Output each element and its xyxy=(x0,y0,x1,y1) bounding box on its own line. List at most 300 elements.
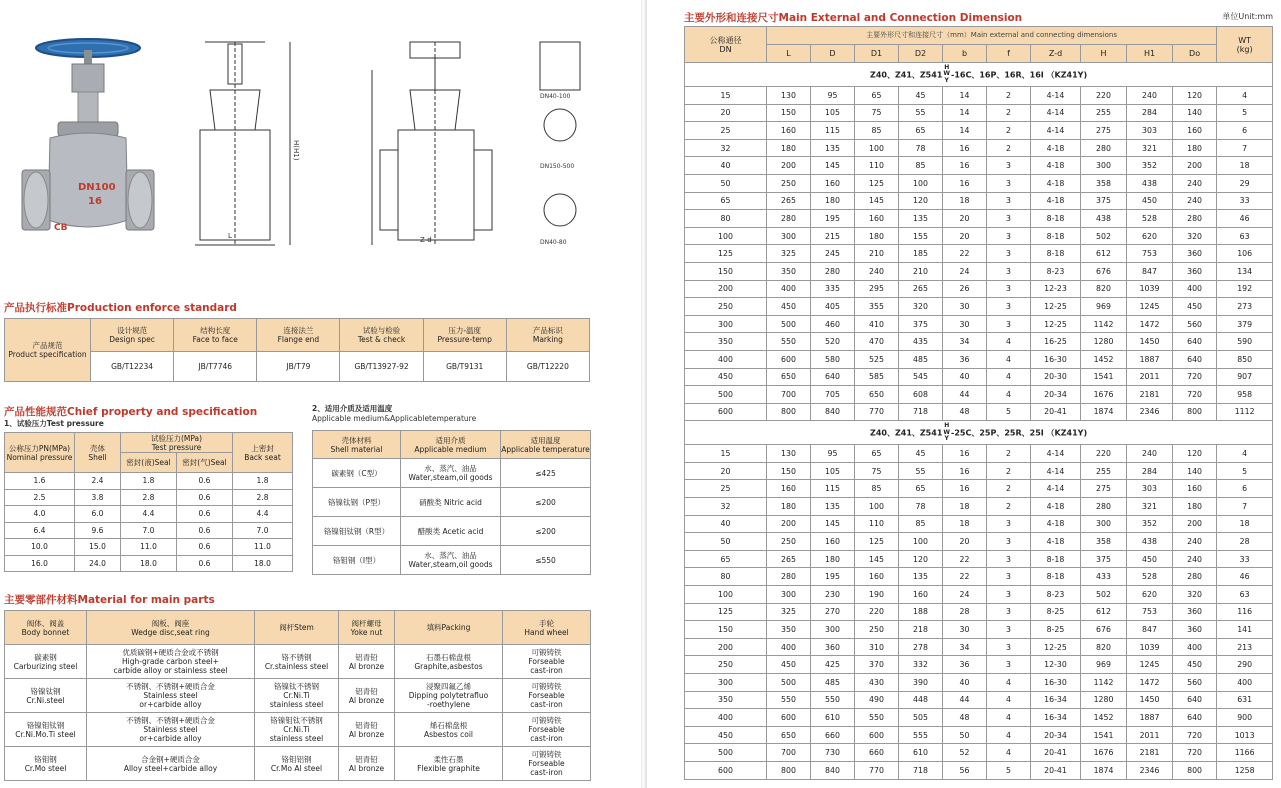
cell: 900 xyxy=(1217,709,1273,727)
table-row xyxy=(685,245,1273,263)
table-row xyxy=(685,104,1273,122)
cell: 545 xyxy=(899,368,943,386)
cell: 0.6 xyxy=(177,506,233,523)
table-row xyxy=(685,691,1273,709)
cell: 34 xyxy=(943,333,987,351)
cell: 24 xyxy=(943,262,987,280)
cell: 676 xyxy=(1081,262,1127,280)
cell: 160 xyxy=(855,210,899,228)
cell: 800 xyxy=(767,761,811,779)
cell: 16 xyxy=(943,139,987,157)
cell: 3 xyxy=(987,280,1031,298)
cell: 820 xyxy=(1081,638,1127,656)
parts-table xyxy=(4,610,591,781)
standard-col-header: 设计规范 Design spec xyxy=(91,319,174,352)
shell-material: 碳素钢（C型） xyxy=(313,459,401,488)
test-pressure-title: 1、试验压力Test pressure xyxy=(4,419,104,428)
shell-header: 壳体 Shell xyxy=(75,433,121,473)
cell: 4-14 xyxy=(1031,87,1081,105)
cell: 300 xyxy=(1081,515,1127,533)
cell-en: Forseable xyxy=(528,725,565,734)
cell xyxy=(5,645,87,679)
standard-col-header: 连接法兰 Flange end xyxy=(257,319,340,352)
cell: 14 xyxy=(943,104,987,122)
column-header: H1 xyxy=(1127,45,1173,63)
cell: 1039 xyxy=(1127,638,1173,656)
cell: 280 xyxy=(1081,498,1127,516)
cell: 255 xyxy=(1081,104,1127,122)
property-title: 产品性能规范Chief property and specification xyxy=(4,406,258,418)
cell: 5 xyxy=(1217,104,1273,122)
cell: 300 xyxy=(1081,157,1127,175)
parts-title: 主要零部件材料Material for main parts xyxy=(4,594,215,606)
cell: 160 xyxy=(1173,480,1217,498)
cell: 525 xyxy=(855,350,899,368)
cell-cn: 铬钼钢 xyxy=(34,754,57,764)
cell: 3.8 xyxy=(75,489,121,506)
cell-en: Forseable xyxy=(528,657,565,666)
cell: 200 xyxy=(1173,157,1217,175)
cell xyxy=(5,747,87,781)
cell: 284 xyxy=(1127,104,1173,122)
cell: 290 xyxy=(1217,656,1273,674)
medium-title: 2、适用介质及适用温度 Applicable medium&Applicabletemperature xyxy=(312,404,477,423)
cell: 969 xyxy=(1081,656,1127,674)
cell: 500 xyxy=(685,386,767,404)
cell: 502 xyxy=(1081,586,1127,604)
cell: 3 xyxy=(987,603,1031,621)
cell: 220 xyxy=(855,603,899,621)
cell: 240 xyxy=(1173,192,1217,210)
cell: 3 xyxy=(987,315,1031,333)
table-row xyxy=(685,621,1273,639)
cell: 273 xyxy=(1217,298,1273,316)
cell: 1676 xyxy=(1081,386,1127,404)
cell: 145 xyxy=(811,157,855,175)
cell: 141 xyxy=(1217,621,1273,639)
cell: 375 xyxy=(1081,192,1127,210)
cell xyxy=(87,713,255,747)
cell: 10.0 xyxy=(5,539,75,556)
cell: 355 xyxy=(855,298,899,316)
detail-views xyxy=(540,42,580,246)
cell: 600 xyxy=(767,709,811,727)
group-header: 主要外形尺寸和连接尺寸（mm）Main external and connecting dimensions xyxy=(767,27,1217,45)
cell: 105 xyxy=(811,462,855,480)
cell xyxy=(255,679,339,713)
cell: 800 xyxy=(1173,761,1217,779)
cell xyxy=(339,713,395,747)
standard-col-header: 试验与检验 Test & check xyxy=(340,319,423,352)
cell: 145 xyxy=(855,192,899,210)
cell: 4-18 xyxy=(1031,498,1081,516)
cell: 85 xyxy=(899,157,943,175)
cell: 16-25 xyxy=(1031,333,1081,351)
cell xyxy=(87,747,255,781)
cell: 100 xyxy=(899,533,943,551)
table-row xyxy=(685,386,1273,404)
cell: 4 xyxy=(987,333,1031,351)
cell: 958 xyxy=(1217,386,1273,404)
column-header: L xyxy=(767,45,811,63)
cell: 1452 xyxy=(1081,709,1127,727)
cell: 325 xyxy=(767,245,811,263)
test-header: 试验压力(MPa) Test pressure xyxy=(121,433,233,453)
medium-cn: 水、蒸汽、油品 xyxy=(424,464,477,473)
cell-en: Stainless steel xyxy=(143,691,198,700)
standard-value: GB/T12234 xyxy=(91,352,174,382)
cell: 240 xyxy=(1127,87,1173,105)
cell: 18 xyxy=(1217,515,1273,533)
cell: 200 xyxy=(767,157,811,175)
cell: 321 xyxy=(1127,139,1173,157)
table-row xyxy=(685,656,1273,674)
cell: 55 xyxy=(899,104,943,122)
column-header: Z-d xyxy=(1031,45,1081,63)
column-header: f xyxy=(987,45,1031,63)
cell: 358 xyxy=(1081,533,1127,551)
parts-header: 阀杆Stem xyxy=(255,611,339,645)
table-row xyxy=(5,506,293,523)
cell: 14 xyxy=(943,122,987,140)
cell: 2 xyxy=(987,462,1031,480)
cell-en: carbide alloy or stainless steel xyxy=(113,666,228,675)
applicable-medium xyxy=(401,546,501,575)
cell: 550 xyxy=(811,691,855,709)
cell: 2 xyxy=(987,104,1031,122)
column-header: D xyxy=(811,45,855,63)
cell: 120 xyxy=(1173,87,1217,105)
cell-cn: 铬镍钼钛不锈钢 xyxy=(270,716,323,725)
cell-en: Asbestos coil xyxy=(423,729,474,739)
cell: 612 xyxy=(1081,603,1127,621)
cell: 32 xyxy=(685,139,767,157)
cell-en: Cr.Ni.Mo.Ti steel xyxy=(15,729,76,739)
cell: 65 xyxy=(855,87,899,105)
applicable-temp: ≤550 xyxy=(501,546,591,575)
cell-en: Cr.Ni.steel xyxy=(26,695,65,705)
cell: 352 xyxy=(1127,157,1173,175)
medium-cn: 水、蒸汽、油品 xyxy=(424,551,477,560)
cell: 46 xyxy=(1217,568,1273,586)
cell: 195 xyxy=(811,568,855,586)
cell xyxy=(87,645,255,679)
table-row xyxy=(685,280,1273,298)
dimension-table xyxy=(684,26,1273,780)
cell: 190 xyxy=(855,586,899,604)
cell: 65 xyxy=(899,480,943,498)
cell-en: Forseable xyxy=(528,759,565,768)
cell: 180 xyxy=(811,550,855,568)
cell: 30 xyxy=(943,298,987,316)
table-row xyxy=(685,350,1273,368)
cell: 26 xyxy=(943,280,987,298)
cell: 435 xyxy=(899,333,943,351)
cell-cn: 可锻铸铁 xyxy=(531,682,562,691)
cell: 4 xyxy=(987,368,1031,386)
dn-mark: DN100 xyxy=(78,182,116,193)
cell: 770 xyxy=(855,761,899,779)
column-header-row xyxy=(685,45,1273,63)
unit-label: 单位Unit:mm xyxy=(1222,12,1273,21)
cell: 1874 xyxy=(1081,403,1127,421)
cell: 20-41 xyxy=(1031,403,1081,421)
cell: 48 xyxy=(943,709,987,727)
cell: 46 xyxy=(1217,210,1273,228)
cell: 8-25 xyxy=(1031,603,1081,621)
cell: 450 xyxy=(767,656,811,674)
cell: 240 xyxy=(855,262,899,280)
cell: 770 xyxy=(855,403,899,421)
cell: 135 xyxy=(899,568,943,586)
cell: 320 xyxy=(899,298,943,316)
cell: 2 xyxy=(987,122,1031,140)
cell: 450 xyxy=(1173,656,1217,674)
cell: 405 xyxy=(811,298,855,316)
cell: 255 xyxy=(1081,462,1127,480)
cell: 8-18 xyxy=(1031,568,1081,586)
cell: 63 xyxy=(1217,586,1273,604)
cell: 120 xyxy=(899,192,943,210)
model-letters xyxy=(943,423,950,443)
cell: 15 xyxy=(685,445,767,463)
cell: 20 xyxy=(685,104,767,122)
cell: 22 xyxy=(943,245,987,263)
cell xyxy=(255,713,339,747)
cell: 1.8 xyxy=(121,473,177,490)
cell-en: Cr.Ni.Ti xyxy=(283,691,310,700)
side-elevation-drawing xyxy=(195,42,300,245)
cell: 400 xyxy=(767,280,811,298)
cell: 321 xyxy=(1127,498,1173,516)
cell-cn: 可锻铸铁 xyxy=(531,750,562,759)
cell: 4-18 xyxy=(1031,174,1081,192)
cell: 500 xyxy=(767,315,811,333)
model-letters xyxy=(943,65,950,85)
standard-title: 产品执行标准Production enforce standard xyxy=(4,302,237,314)
cell: 200 xyxy=(1173,515,1217,533)
cell: 200 xyxy=(685,638,767,656)
cell: 1541 xyxy=(1081,368,1127,386)
cell: 65 xyxy=(685,550,767,568)
cell-en: Cr.Mo Al steel xyxy=(270,763,323,773)
cell: 3 xyxy=(987,174,1031,192)
cell: 220 xyxy=(1081,445,1127,463)
table-row xyxy=(685,761,1273,779)
cell: 16 xyxy=(943,462,987,480)
cell: 16-30 xyxy=(1031,674,1081,692)
cell: 192 xyxy=(1217,280,1273,298)
cell xyxy=(395,679,503,713)
cell: 45 xyxy=(899,445,943,463)
cell: 63 xyxy=(1217,227,1273,245)
dimension-title: 主要外形和连接尺寸Main External and Connection Dimension xyxy=(684,12,1023,24)
cell: 25 xyxy=(685,480,767,498)
cell xyxy=(87,679,255,713)
cell: 1245 xyxy=(1127,656,1173,674)
cell: 11.0 xyxy=(121,539,177,556)
cell: 3 xyxy=(987,515,1031,533)
cell: 2346 xyxy=(1127,761,1173,779)
cell: 320 xyxy=(1173,227,1217,245)
pn-mark: 16 xyxy=(88,196,102,207)
cell: 295 xyxy=(855,280,899,298)
medium-cn: 醋酸类 Acetic acid xyxy=(417,526,484,536)
cell: 116 xyxy=(1217,603,1273,621)
cell-en: Alloy steel+carbide alloy xyxy=(123,763,218,773)
table-row xyxy=(685,368,1273,386)
table-row xyxy=(685,403,1273,421)
table-row xyxy=(685,638,1273,656)
model-group-row xyxy=(685,421,1273,445)
cell: 16 xyxy=(943,445,987,463)
cell: 450 xyxy=(1173,298,1217,316)
cell: 2 xyxy=(987,87,1031,105)
cell-en: or+carbide alloy xyxy=(139,700,202,709)
cell: 1541 xyxy=(1081,726,1127,744)
cell: 120 xyxy=(899,550,943,568)
test-pressure-body xyxy=(5,473,293,572)
cell: 620 xyxy=(1127,227,1173,245)
cell: 4.4 xyxy=(121,506,177,523)
cell-en: cast-iron xyxy=(530,734,563,743)
cell: 4-18 xyxy=(1031,515,1081,533)
cell-en: -roethylene xyxy=(426,700,471,709)
table-row xyxy=(685,586,1273,604)
cell: 400 xyxy=(685,709,767,727)
cell: 379 xyxy=(1217,315,1273,333)
cell: 195 xyxy=(811,210,855,228)
cell: 4 xyxy=(987,726,1031,744)
page-fold xyxy=(641,0,647,788)
table-row xyxy=(685,480,1273,498)
cell: 140 xyxy=(1173,462,1217,480)
cell: 80 xyxy=(685,568,767,586)
shell-material: 铬镍钛钢（P型） xyxy=(313,488,401,517)
cell: 640 xyxy=(1173,333,1217,351)
table-row xyxy=(313,459,591,488)
table-row xyxy=(685,262,1273,280)
cell: 1874 xyxy=(1081,761,1127,779)
cell: 50 xyxy=(685,174,767,192)
cell: 730 xyxy=(811,744,855,762)
cell: 720 xyxy=(1173,368,1217,386)
table-row xyxy=(685,568,1273,586)
cell-en: Dipping polytetrafluo xyxy=(408,691,489,700)
cell: 360 xyxy=(1173,245,1217,263)
standard-value: GB/T13927-92 xyxy=(340,352,423,382)
cell: 240 xyxy=(1173,533,1217,551)
cell: 275 xyxy=(1081,122,1127,140)
cell: 505 xyxy=(899,709,943,727)
cell-cn: 可锻铸铁 xyxy=(531,716,562,725)
cell: 450 xyxy=(767,298,811,316)
cell: 840 xyxy=(811,761,855,779)
cell: 65 xyxy=(899,122,943,140)
cell: 160 xyxy=(855,568,899,586)
cell: 16 xyxy=(943,480,987,498)
cell: 125 xyxy=(855,533,899,551)
cell: 3 xyxy=(987,210,1031,228)
cell: 358 xyxy=(1081,174,1127,192)
cell-en: cast-iron xyxy=(530,700,563,709)
cell: 85 xyxy=(855,480,899,498)
cell: 907 xyxy=(1217,368,1273,386)
cell-cn: 合金钢+硬质合金 xyxy=(141,754,200,764)
cell: 120 xyxy=(1173,445,1217,463)
cell: 18 xyxy=(943,498,987,516)
cell: 40 xyxy=(943,674,987,692)
model-prefix: Z40、Z41、Z541 xyxy=(870,70,943,79)
cell: 32 xyxy=(685,498,767,516)
cell: 2 xyxy=(987,480,1031,498)
cell: 4-18 xyxy=(1031,157,1081,175)
model-prefix: Z40、Z41、Z541 xyxy=(870,428,943,438)
cell xyxy=(255,645,339,679)
cell: 250 xyxy=(685,298,767,316)
table-row xyxy=(685,515,1273,533)
cell: 6 xyxy=(1217,122,1273,140)
seal-gas-header: 密封(气)Seal xyxy=(177,453,233,473)
cell: 2.8 xyxy=(233,489,293,506)
cell: 20 xyxy=(943,533,987,551)
cell: 450 xyxy=(685,368,767,386)
cell: 720 xyxy=(1173,726,1217,744)
cell: 300 xyxy=(685,674,767,692)
cell: 150 xyxy=(767,104,811,122)
cell: 130 xyxy=(767,445,811,463)
cell: 220 xyxy=(1081,87,1127,105)
cell-cn: 不锈钢、不锈钢+硬质合金 xyxy=(126,682,215,691)
cell: 20-41 xyxy=(1031,761,1081,779)
cell: 438 xyxy=(1127,174,1173,192)
cell: 16-34 xyxy=(1031,709,1081,727)
shell-material: 铬镍钼钛钢（R型） xyxy=(313,517,401,546)
cell: 115 xyxy=(811,480,855,498)
standard-col-header: 结构长度 Face to face xyxy=(174,319,257,352)
cell: 12-30 xyxy=(1031,656,1081,674)
cell: 275 xyxy=(1081,480,1127,498)
cell-cn: 铬钼铝钢 xyxy=(281,754,312,764)
cell: 20 xyxy=(943,227,987,245)
column-header: D1 xyxy=(855,45,899,63)
cell: 350 xyxy=(767,262,811,280)
cell: 3 xyxy=(987,586,1031,604)
cell: 18.0 xyxy=(121,555,177,572)
cell: 4 xyxy=(987,674,1031,692)
cell: 7.0 xyxy=(233,522,293,539)
cell: 4-14 xyxy=(1031,462,1081,480)
cell: 753 xyxy=(1127,245,1173,263)
cell: 80 xyxy=(685,210,767,228)
cell-cn: 碳素钢 xyxy=(34,652,57,662)
cell: 8-23 xyxy=(1031,262,1081,280)
table-row xyxy=(685,122,1273,140)
cell: 3 xyxy=(987,192,1031,210)
cell: 155 xyxy=(899,227,943,245)
cell: 640 xyxy=(1173,691,1217,709)
cell: 590 xyxy=(1217,333,1273,351)
cell: 215 xyxy=(811,227,855,245)
cell: 0.6 xyxy=(177,555,233,572)
cell: 2 xyxy=(987,445,1031,463)
cell: 438 xyxy=(1081,210,1127,228)
cell-cn: 优质碳钢+硬质合金或不锈钢 xyxy=(122,648,219,657)
cell: 660 xyxy=(855,744,899,762)
medium-body xyxy=(313,459,591,575)
cell-cn: 铝青铅 xyxy=(355,754,378,764)
cell: 280 xyxy=(811,262,855,280)
